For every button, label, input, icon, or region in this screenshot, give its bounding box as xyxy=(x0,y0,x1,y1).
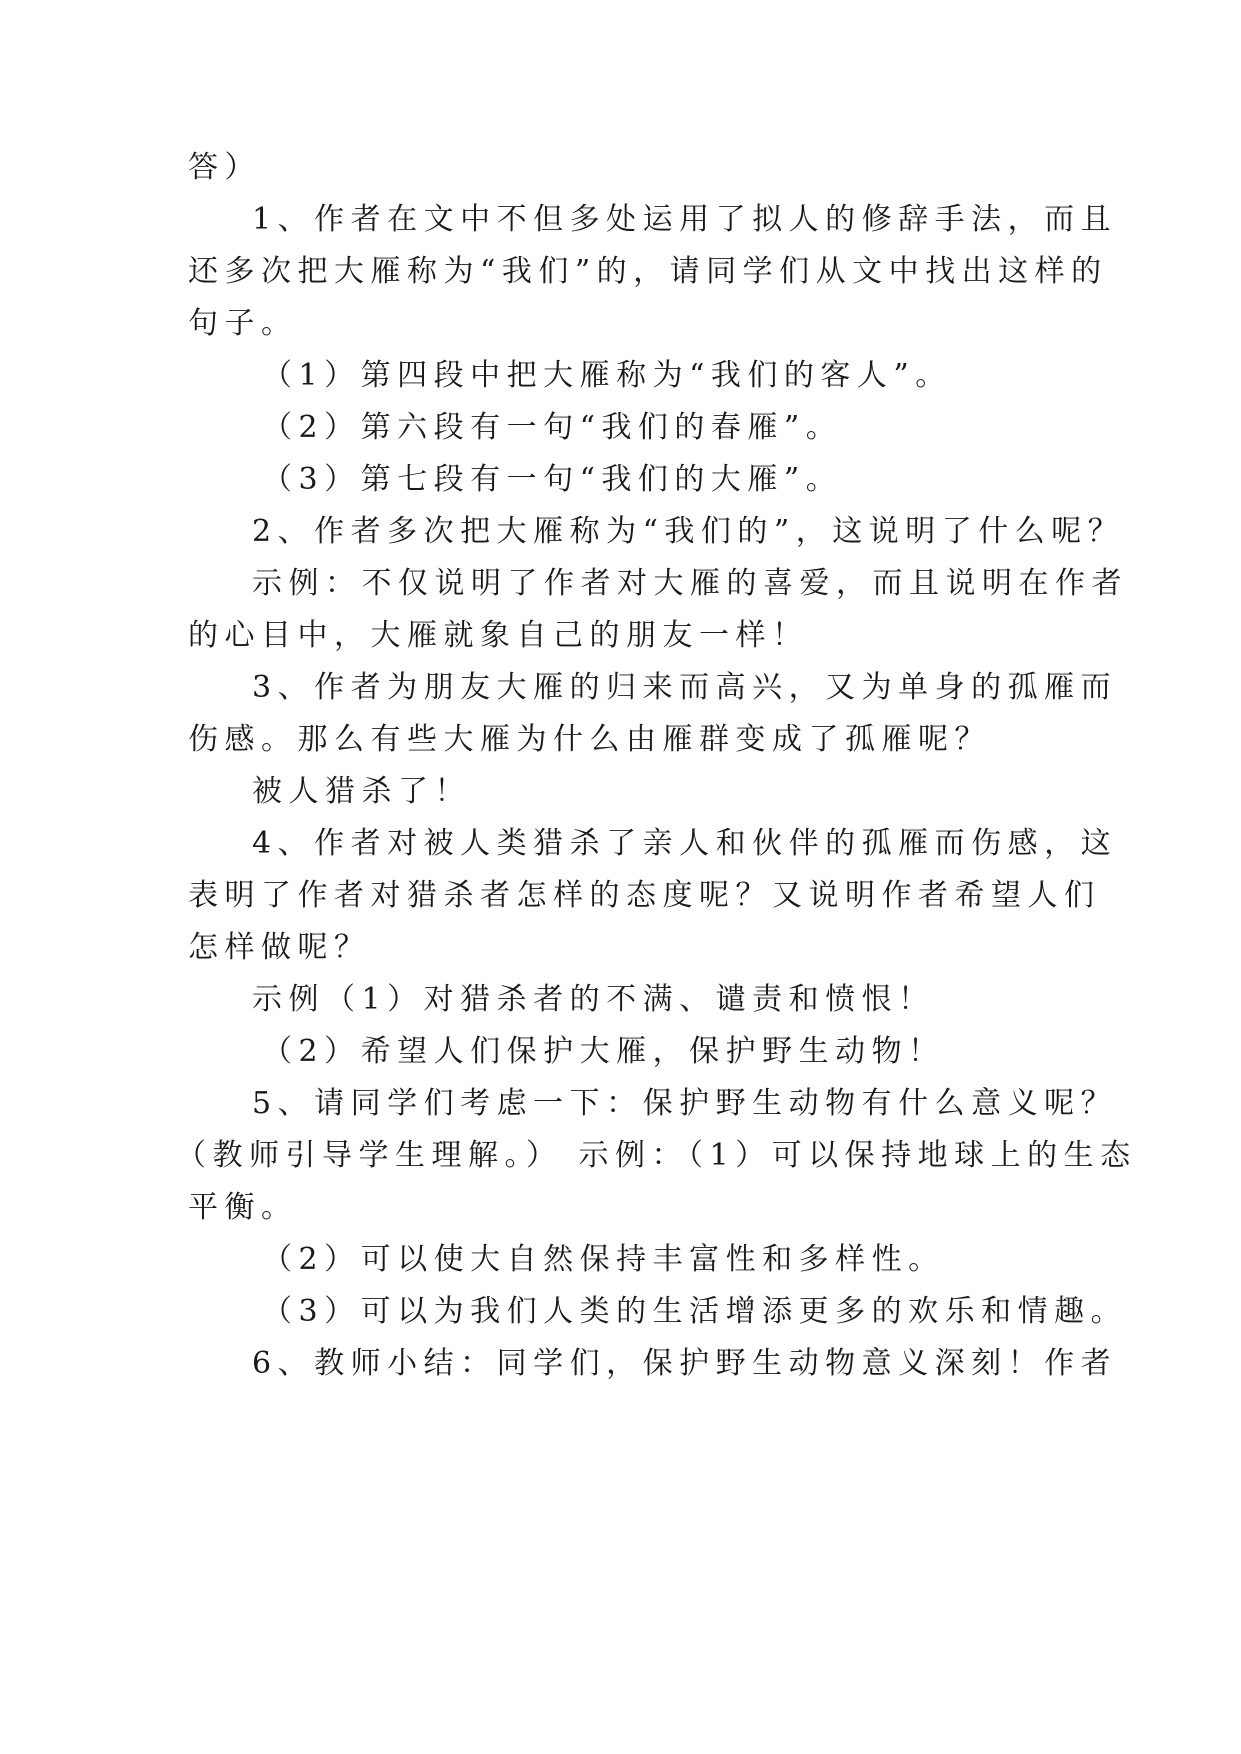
text-line: 4、作者对被人类猎杀了亲人和伙伴的孤雁而伤感，这 xyxy=(252,826,1118,861)
text-line: 怎样做呢？ xyxy=(188,930,371,965)
text-line: 被人猎杀了！ xyxy=(252,774,471,809)
text-line: 1、作者在文中不但多处运用了拟人的修辞手法，而且 xyxy=(252,202,1118,237)
text-line: 示例（1）对猎杀者的不满、谴责和愤恨！ xyxy=(252,982,935,1017)
text-line: （教师引导学生理解。） 示例：（1）可以保持地球上的生态 xyxy=(176,1138,1137,1173)
text-line: 6、教师小结：同学们，保护野生动物意义深刻！作者 xyxy=(252,1346,1118,1381)
text-line: 句子。 xyxy=(188,306,298,341)
text-line: （2）第六段有一句“我们的春雁”。 xyxy=(262,410,843,445)
text-line: 答） xyxy=(188,150,261,185)
text-line: 还多次把大雁称为“我们”的，请同学们从文中找出这样的 xyxy=(188,254,1108,289)
text-line: 5、请同学们考虑一下：保护野生动物有什么意义呢？ xyxy=(252,1086,1118,1121)
text-line: 平衡。 xyxy=(188,1190,298,1225)
text-line: 示例：不仅说明了作者对大雁的喜爱，而且说明在作者 xyxy=(252,566,1128,601)
text-line: （2）可以使大自然保持丰富性和多样性。 xyxy=(262,1242,945,1277)
text-line: 伤感。那么有些大雁为什么由雁群变成了孤雁呢？ xyxy=(188,722,991,757)
text-line: 的心目中，大雁就象自己的朋友一样！ xyxy=(188,618,809,653)
text-line: （3）第七段有一句“我们的大雁”。 xyxy=(262,462,843,497)
text-line: 3、作者为朋友大雁的归来而高兴，又为单身的孤雁而 xyxy=(252,670,1118,705)
text-line: （1）第四段中把大雁称为“我们的客人”。 xyxy=(262,358,952,393)
text-line: 表明了作者对猎杀者怎样的态度呢？又说明作者希望人们 xyxy=(188,878,1101,913)
text-line: （3）可以为我们人类的生活增添更多的欢乐和情趣。 xyxy=(262,1294,1128,1329)
text-line: 2、作者多次把大雁称为“我们的”，这说明了什么呢？ xyxy=(252,514,1125,549)
text-line: （2）希望人们保护大雁，保护野生动物！ xyxy=(262,1034,945,1069)
